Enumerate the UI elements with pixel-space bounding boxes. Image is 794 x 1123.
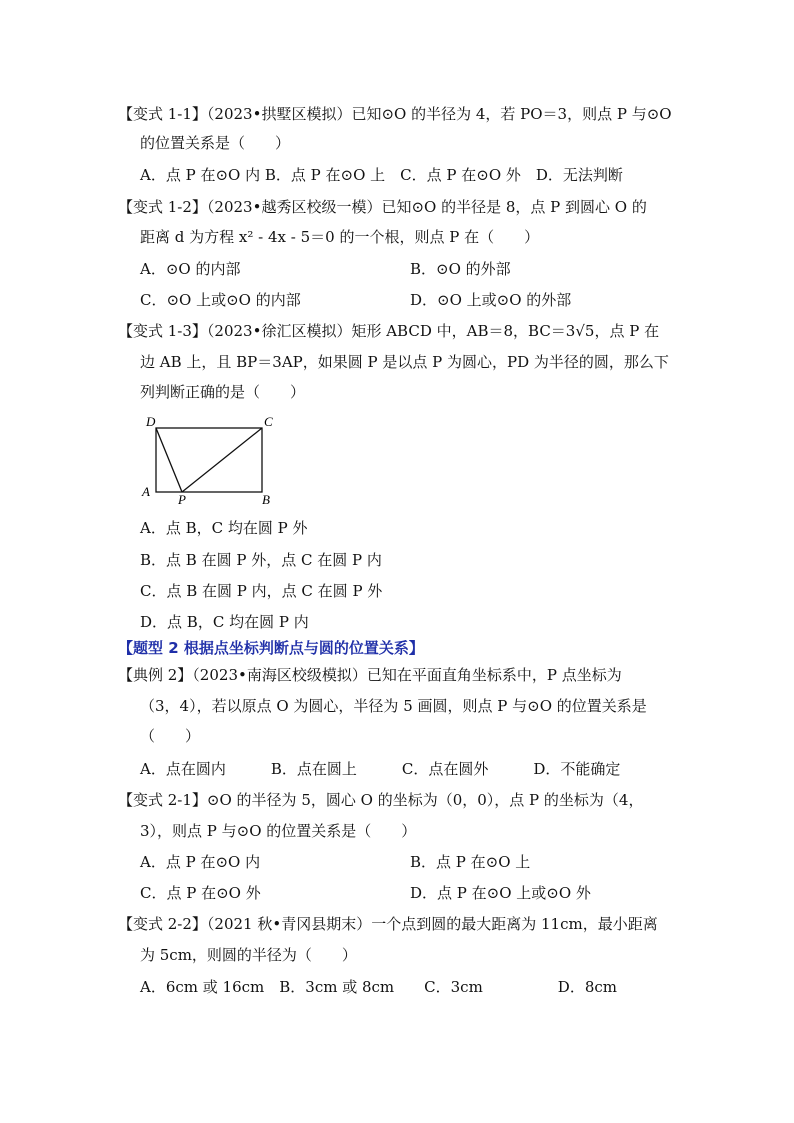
text-line: （3，4），若以原点 O 为圆心，半径为 5 画圆，则点 P 与⊙O 的位置关系是 [140, 697, 647, 715]
text-line: 【变式 1-3】（2023•徐汇区模拟）矩形 ABCD 中，AB＝8，BC＝3√5，点 P 在 [118, 322, 660, 340]
text-line: C．点 P 在⊙O 外 [140, 884, 261, 902]
text-line: 【变式 1-2】（2023•越秀区校级一模）已知⊙O 的半径是 8，点 P 到圆心 O 的 [118, 198, 647, 216]
label-p: P [178, 492, 186, 507]
text-line: 3），则点 P 与⊙O 的位置关系是（ ） [140, 822, 417, 840]
label-b: B [262, 492, 270, 507]
text-line: A．⊙O 的内部 [140, 260, 241, 278]
text-line: B．点 B 在圆 P 外，点 C 在圆 P 内 [140, 551, 382, 569]
text-line: 边 AB 上，且 BP＝3AP，如果圆 P 是以点 P 为圆心，PD 为半径的圆，那么下 [140, 353, 669, 371]
text-line: A．点 P 在⊙O 内 B．点 P 在⊙O 上 C．点 P 在⊙O 外 D．无法判断 [140, 166, 623, 184]
text-line: 的位置关系是（ ） [140, 134, 291, 152]
text-line: 【变式 2-1】⊙O 的半径为 5，圆心 O 的坐标为（0，0），点 P 的坐标为（4， [118, 791, 644, 809]
text-line: C．⊙O 上或⊙O 的内部 [140, 291, 301, 309]
segment-cp [182, 428, 262, 492]
text-line: A．点在圆内 B．点在圆上 C．点在圆外 D．不能确定 [140, 760, 621, 778]
text-line: B．点 P 在⊙O 上 [410, 853, 531, 871]
text-line: B．⊙O 的外部 [410, 260, 511, 278]
text-line: 距离 d 为方程 x² - 4x - 5＝0 的一个根，则点 P 在（ ） [140, 228, 540, 246]
text-line: 【变式 2-2】（2021 秋•青冈县期末）一个点到圆的最大距离为 11cm，最小距离 [118, 915, 658, 933]
label-c: C [264, 414, 273, 429]
text-line: D．⊙O 上或⊙O 的外部 [410, 291, 572, 309]
segment-dp [156, 428, 182, 492]
text-line: 【变式 1-1】（2023•拱墅区模拟）已知⊙O 的半径为 4，若 PO＝3，则点 P 与⊙O [118, 105, 672, 123]
label-d: D [146, 414, 156, 429]
text-line: （ ） [140, 727, 201, 745]
text-line: D．点 B，C 均在圆 P 内 [140, 613, 309, 631]
label-a: A [142, 484, 150, 499]
text-line: 为 5cm，则圆的半径为（ ） [140, 946, 357, 964]
text-line: D．点 P 在⊙O 上或⊙O 外 [410, 884, 591, 902]
rectangle-abcd-figure [138, 410, 288, 510]
text-line: A．点 B，C 均在圆 P 外 [140, 519, 308, 537]
text-line: C．点 B 在圆 P 内，点 C 在圆 P 外 [140, 582, 383, 600]
text-line: A．点 P 在⊙O 内 [140, 853, 261, 871]
text-line: 【典例 2】（2023•南海区校级模拟）已知在平面直角坐标系中，P 点坐标为 [118, 666, 622, 684]
text-line: 列判断正确的是（ ） [140, 383, 306, 401]
text-line: A．6cm 或 16cm B．3cm 或 8cm C．3cm D．8cm [140, 978, 617, 996]
rectangle-abcd [156, 428, 262, 492]
section-heading: 【题型 2 根据点坐标判断点与圆的位置关系】 [118, 639, 424, 657]
